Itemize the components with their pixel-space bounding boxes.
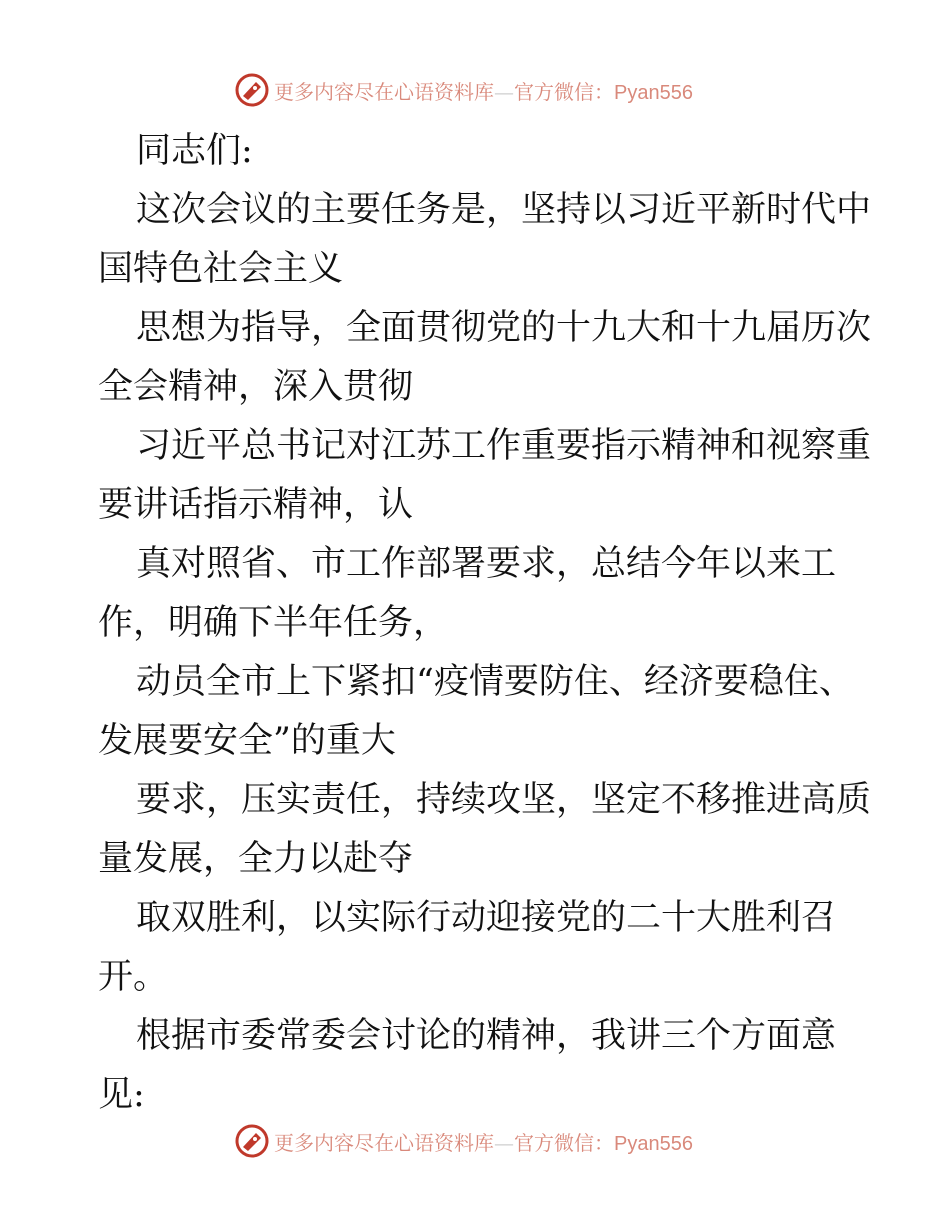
text-line: 发展要安全”的重大 <box>98 721 396 761</box>
header-site-text: 更多内容尽在心语资料库 <box>274 79 494 104</box>
text-line: 思想为指导，全面贯彻党的十九大和十九届历次 <box>136 308 872 348</box>
text-line: 见: <box>98 1075 145 1115</box>
text-line: 真对照省、市工作部署要求，总结今年以来工 <box>136 544 837 584</box>
pen-nib-logo-icon <box>234 72 270 108</box>
footer-wechat-id: Pyan556 <box>614 1132 693 1155</box>
text-line-greeting: 同志们: <box>136 131 253 171</box>
header-banner-text <box>274 76 693 105</box>
footer-site-text: 更多内容尽在心语资料库 <box>274 1130 494 1155</box>
text-line: 国特色社会主义 <box>98 249 344 289</box>
text-line: 取双胜利，以实际行动迎接党的二十大胜利召 <box>136 898 837 938</box>
text-line: 量发展，全力以赴夺 <box>98 839 414 879</box>
text-line: 开。 <box>98 957 169 997</box>
footer-banner-text <box>274 1127 693 1156</box>
text-line: 动员全市上下紧扣“疫情要防住、经济要稳住、 <box>136 662 854 702</box>
text-line: 根据市委常委会讨论的精神，我讲三个方面意 <box>136 1016 837 1056</box>
text-line: 全会精神，深入贯彻 <box>98 367 414 407</box>
footer-banner <box>234 1121 734 1161</box>
text-line: 这次会议的主要任务是，坚持以习近平新时代中 <box>136 190 872 230</box>
text-line: 作，明确下半年任务， <box>98 603 449 643</box>
document-body <box>98 122 878 1125</box>
header-banner <box>234 70 734 110</box>
text-line: 要讲话指示精神，认 <box>98 485 414 525</box>
text-line: 习近平总书记对江苏工作重要指示精神和视察重 <box>136 426 872 466</box>
footer-wechat-label: 官方微信： <box>514 1130 614 1155</box>
header-wechat-id: Pyan556 <box>614 81 693 104</box>
pen-nib-logo-icon <box>234 1123 270 1159</box>
header-wechat-label: 官方微信： <box>514 79 614 104</box>
footer-separator: — <box>494 1130 514 1155</box>
text-line: 要求，压实责任，持续攻坚，坚定不移推进高质 <box>136 780 872 820</box>
header-separator: — <box>494 79 514 104</box>
